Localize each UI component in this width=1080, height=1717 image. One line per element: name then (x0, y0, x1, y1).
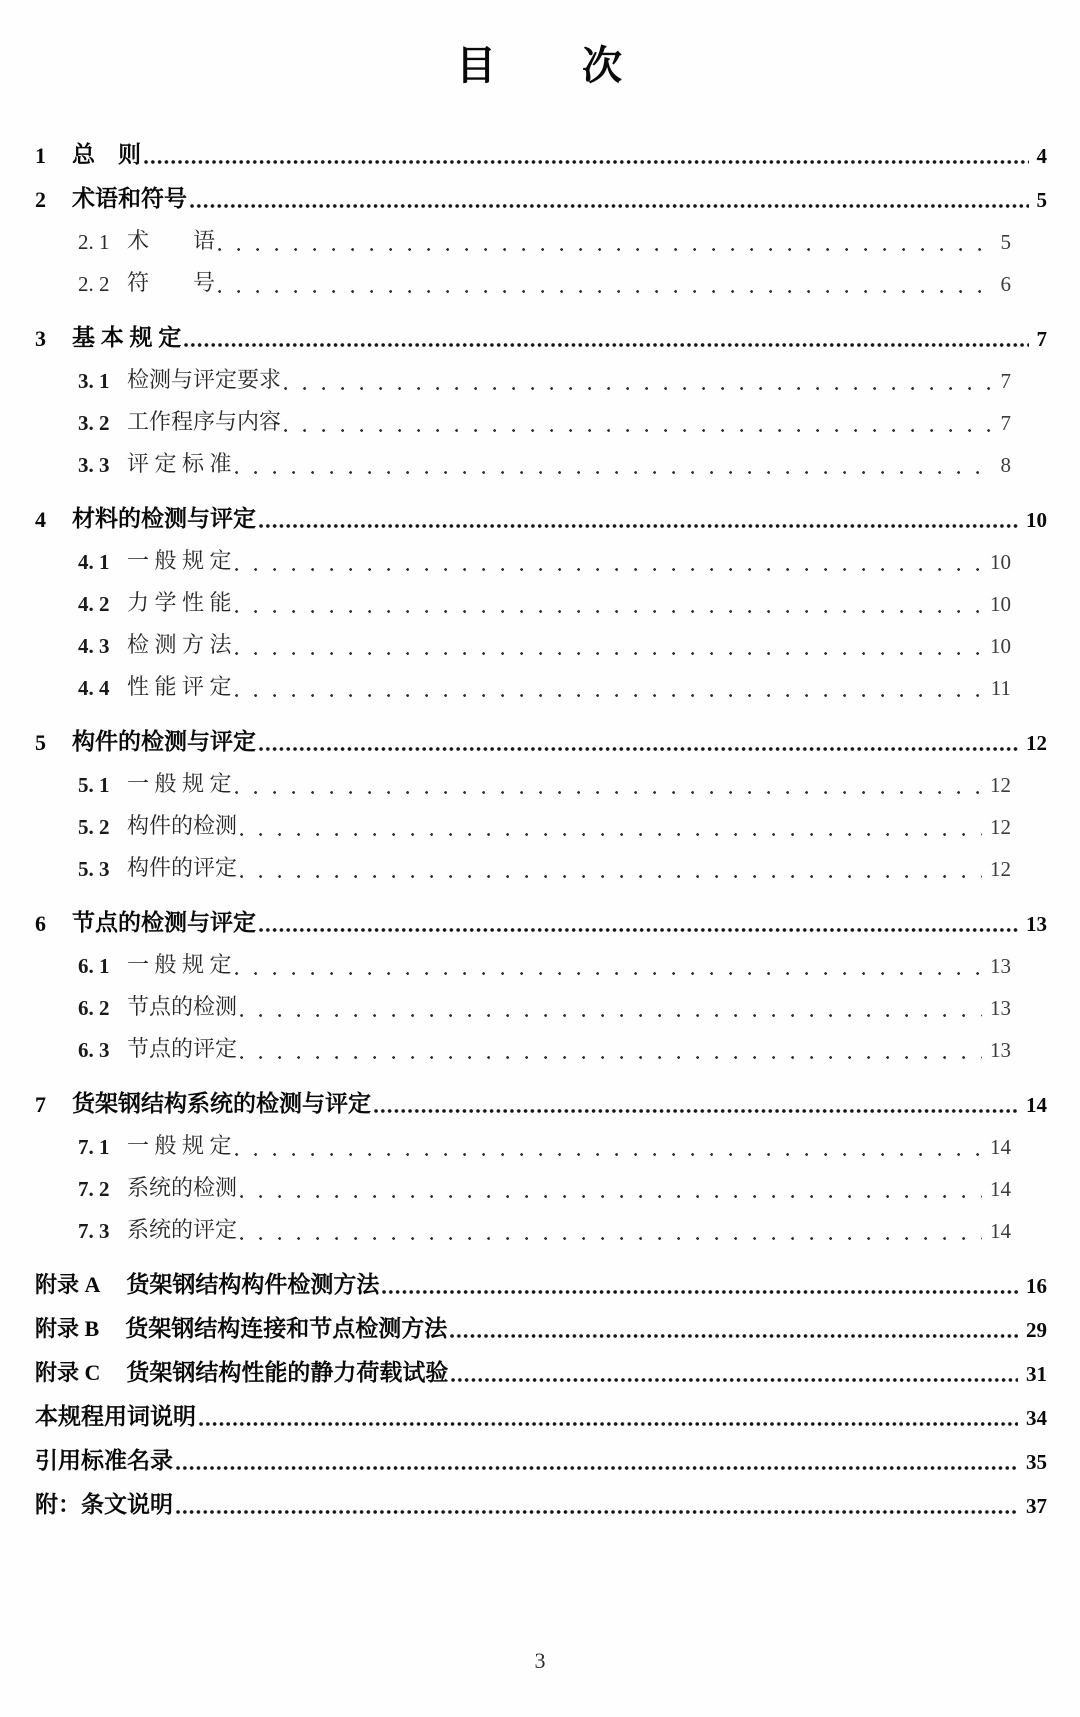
toc-entry-label: 货架钢结构构件检测方法 (126, 1272, 380, 1297)
toc-leader-dots (240, 833, 982, 836)
toc-entry-label: 材料的检测与评定 (72, 506, 256, 531)
toc-leader-dots (218, 248, 992, 251)
toc-entry-page: 13 (1026, 912, 1047, 936)
toc-entry-number: 附录 B (35, 1316, 100, 1341)
toc-leader-dots (199, 1422, 1018, 1426)
toc-entry-page: 12 (990, 857, 1011, 881)
toc-entry (35, 721, 1047, 763)
toc-entry-label: 本规程用词说明 (35, 1404, 196, 1429)
toc-entry-label: 货架钢结构连接和节点检测方法 (125, 1316, 448, 1341)
toc-leader-dots (235, 471, 993, 474)
toc-entry-label: 构件的评定 (127, 855, 238, 880)
toc-entry-number: 附录 A (35, 1272, 101, 1297)
toc-entry-number: 4. 4 (78, 676, 110, 700)
toc-entry-page: 6 (1000, 272, 1011, 296)
toc-entry-label: 工作程序与内容 (127, 409, 282, 434)
toc-entry-page: 8 (1000, 453, 1011, 477)
toc-leader-dots (259, 747, 1018, 751)
toc-entry (78, 986, 1011, 1028)
toc-entry (35, 1352, 1047, 1394)
toc-entry-page: 5 (1000, 230, 1011, 254)
toc-entry-number: 4. 2 (78, 592, 110, 616)
toc-entry-label: 节点的评定 (127, 1036, 238, 1061)
toc-entry-number: 2 (35, 187, 46, 212)
toc-entry (78, 624, 1011, 666)
toc-leader-dots (382, 1290, 1018, 1294)
toc-entry-page: 31 (1026, 1362, 1047, 1386)
toc-entry (78, 220, 1011, 262)
toc-list (35, 134, 1047, 1526)
toc-entry-number: 4. 1 (78, 550, 110, 574)
toc-leader-dots (235, 652, 982, 655)
toc-entry (78, 540, 1011, 582)
toc-entry-number: 5. 3 (78, 857, 110, 881)
toc-title: 目 次 (456, 43, 624, 88)
toc-entry-number: 1 (35, 143, 46, 168)
toc-entry (35, 1083, 1047, 1125)
toc-leader-dots (235, 568, 982, 571)
toc-entry (78, 582, 1011, 624)
toc-entry-page: 37 (1026, 1494, 1047, 1518)
toc-entry (78, 1125, 1011, 1167)
toc-entry-label: 一 般 规 定 (127, 952, 232, 977)
toc-entry-number: 7. 1 (78, 1135, 110, 1159)
toc-leader-dots (176, 1510, 1018, 1514)
toc-entry-page: 12 (990, 815, 1011, 839)
toc-entry (78, 443, 1011, 485)
toc-entry-label: 一 般 规 定 (127, 548, 232, 573)
toc-entry (78, 401, 1011, 443)
toc-leader-dots (235, 610, 982, 613)
toc-entry-page: 12 (990, 773, 1011, 797)
toc-entry-number: 5 (35, 730, 46, 755)
toc-entry (35, 902, 1047, 944)
toc-entry-number: 附录 C (35, 1360, 101, 1385)
toc-leader-dots (450, 1334, 1018, 1338)
toc-entry (35, 1396, 1047, 1438)
toc-entry-number: 4. 3 (78, 634, 110, 658)
toc-entry (78, 1028, 1011, 1070)
toc-entry-page: 7 (1000, 411, 1011, 435)
toc-entry-label: 性 能 评 定 (127, 674, 232, 699)
toc-entry-label: 货架钢结构系统的检测与评定 (72, 1091, 371, 1116)
toc-entry (78, 805, 1011, 847)
toc-entry-label: 构件的检测与评定 (72, 729, 256, 754)
toc-entry-page: 13 (990, 996, 1011, 1020)
toc-entry-number: 6. 1 (78, 954, 110, 978)
toc-entry-number: 3. 1 (78, 369, 110, 393)
toc-entry-page: 10 (990, 550, 1011, 574)
toc-entry-page: 29 (1026, 1318, 1047, 1342)
toc-entry-label: 附：条文说明 (35, 1492, 173, 1517)
toc-entry-label: 一 般 规 定 (127, 1133, 232, 1158)
toc-leader-dots (374, 1109, 1018, 1113)
toc-entry-number: 2. 2 (78, 272, 110, 296)
toc-leader-dots (240, 1056, 982, 1059)
toc-leader-dots (259, 524, 1018, 528)
toc-entry-label: 评 定 标 准 (127, 451, 232, 476)
toc-leader-dots (184, 343, 1028, 347)
toc-entry (78, 847, 1011, 889)
toc-entry (35, 178, 1047, 220)
toc-entry-number: 7 (35, 1092, 46, 1117)
toc-entry (78, 944, 1011, 986)
toc-entry-label: 符 号 (127, 270, 216, 295)
toc-entry-number: 3. 3 (78, 453, 110, 477)
toc-entry (78, 262, 1011, 304)
toc-entry-number: 7. 2 (78, 1177, 110, 1201)
toc-entry (35, 498, 1047, 540)
toc-entry-label: 节点的检测与评定 (72, 910, 256, 935)
toc-entry (35, 1308, 1047, 1350)
toc-leader-dots (235, 791, 982, 794)
toc-entry-page: 16 (1026, 1274, 1047, 1298)
toc-entry-number: 5. 2 (78, 815, 110, 839)
toc-entry-label: 总 则 (72, 142, 141, 167)
toc-leader-dots (451, 1378, 1018, 1382)
toc-entry (35, 134, 1047, 176)
toc-entry-label: 节点的检测 (127, 994, 238, 1019)
toc-entry-page: 12 (1026, 731, 1047, 755)
toc-entry-page: 10 (990, 634, 1011, 658)
toc-entry (78, 1167, 1011, 1209)
toc-entry-number: 6 (35, 911, 46, 936)
toc-entry (78, 359, 1011, 401)
toc-entry-page: 11 (990, 676, 1011, 700)
toc-entry-number: 5. 1 (78, 773, 110, 797)
toc-leader-dots (235, 1153, 982, 1156)
toc-entry-page: 10 (1026, 508, 1047, 532)
toc-entry-label: 一 般 规 定 (127, 771, 232, 796)
toc-leader-dots (284, 387, 992, 390)
toc-entry-label: 术 语 (127, 228, 216, 253)
toc-entry-label: 力 学 性 能 (127, 590, 232, 615)
page-number: 3 (534, 1648, 546, 1673)
toc-entry-page: 14 (1026, 1093, 1047, 1117)
toc-leader-dots (240, 875, 982, 878)
toc-entry-page: 35 (1026, 1450, 1047, 1474)
toc-leader-dots (218, 290, 992, 293)
toc-leader-dots (235, 972, 982, 975)
toc-entry-label: 系统的评定 (127, 1217, 238, 1242)
toc-entry (35, 1484, 1047, 1526)
toc-entry-number: 6. 3 (78, 1038, 110, 1062)
toc-entry-number: 2. 1 (78, 230, 110, 254)
toc-leader-dots (176, 1466, 1018, 1470)
toc-entry (35, 1264, 1047, 1306)
toc-leader-dots (240, 1237, 982, 1240)
toc-entry-number: 6. 2 (78, 996, 110, 1020)
toc-entry-number: 3 (35, 326, 46, 351)
toc-entry-label: 基 本 规 定 (72, 325, 182, 350)
toc-entry-page: 14 (990, 1177, 1011, 1201)
toc-leader-dots (284, 429, 992, 432)
toc-entry-page: 13 (990, 954, 1011, 978)
toc-entry-page: 10 (990, 592, 1011, 616)
toc-entry-label: 引用标准名录 (35, 1448, 173, 1473)
toc-entry (78, 1209, 1011, 1251)
toc-entry-number: 4 (35, 507, 46, 532)
toc-entry-label: 检 测 方 法 (127, 632, 232, 657)
toc-entry-label: 构件的检测 (127, 813, 238, 838)
toc-entry-page: 34 (1026, 1406, 1047, 1430)
toc-entry-page: 7 (1000, 369, 1011, 393)
toc-entry (78, 666, 1011, 708)
toc-entry-page: 7 (1036, 327, 1047, 351)
toc-leader-dots (240, 1195, 982, 1198)
toc-leader-dots (144, 160, 1029, 164)
toc-leader-dots (240, 1014, 982, 1017)
toc-entry-number: 7. 3 (78, 1219, 110, 1243)
toc-entry (78, 763, 1011, 805)
toc-entry-label: 检测与评定要求 (127, 367, 282, 392)
toc-entry-page: 14 (990, 1219, 1011, 1243)
toc-entry-label: 系统的检测 (127, 1175, 238, 1200)
toc-entry-page: 14 (990, 1135, 1011, 1159)
toc-leader-dots (259, 928, 1018, 932)
toc-entry-number: 3. 2 (78, 411, 110, 435)
toc-entry (35, 317, 1047, 359)
toc-entry-page: 5 (1036, 188, 1047, 212)
toc-entry-page: 4 (1036, 144, 1047, 168)
toc-leader-dots (190, 204, 1029, 208)
toc-leader-dots (235, 694, 983, 697)
toc-entry-page: 13 (990, 1038, 1011, 1062)
toc-entry-label: 术语和符号 (72, 186, 187, 211)
toc-entry-label: 货架钢结构性能的静力荷载试验 (126, 1360, 449, 1385)
toc-entry (35, 1440, 1047, 1482)
